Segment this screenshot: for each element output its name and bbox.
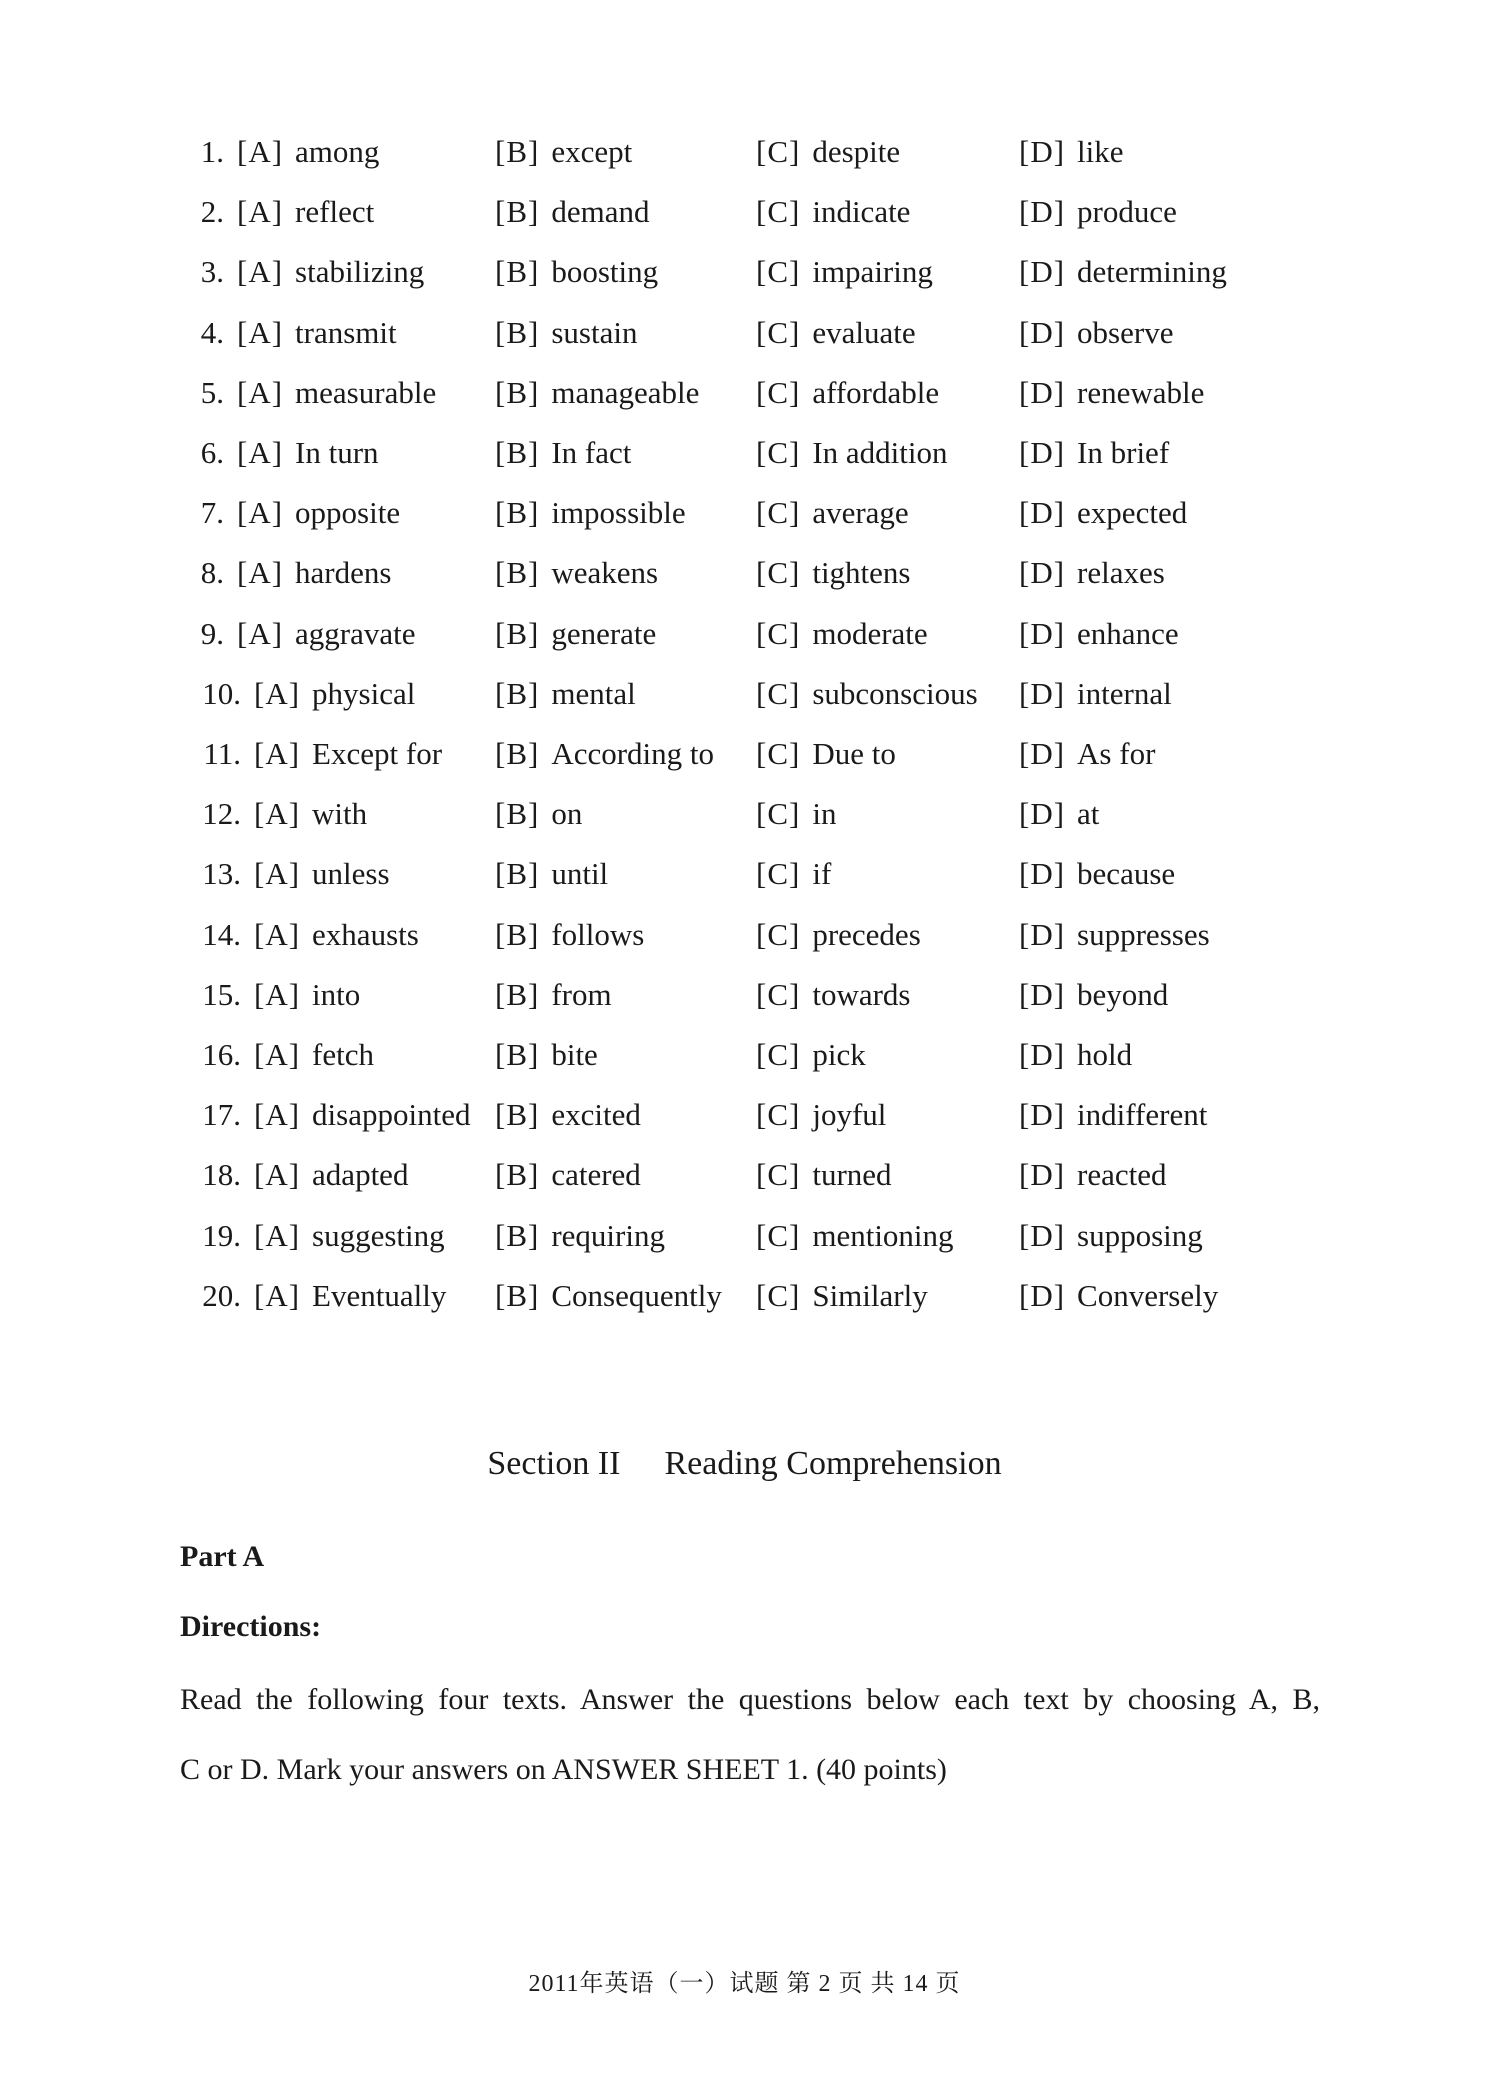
option-b (495, 1211, 665, 1261)
option-letter: [D] (1019, 916, 1066, 952)
option-text: aggravate (295, 615, 416, 651)
option-text: impairing (812, 254, 933, 290)
option-d (1019, 428, 1169, 478)
question-row (0, 789, 1489, 839)
option-text: into (312, 976, 361, 1012)
option-text: until (551, 856, 609, 892)
option-text: produce (1077, 194, 1177, 230)
option-text: In brief (1077, 435, 1170, 470)
option-letter: [C] (756, 134, 801, 169)
option-text: joyful (812, 1097, 887, 1133)
option-d (1019, 187, 1177, 237)
option-text: if (812, 856, 832, 892)
option-letter: [D] (1019, 194, 1066, 230)
option-text: turned (812, 1157, 892, 1193)
option-letter: [A] (254, 1217, 301, 1253)
option-letter: [A] (254, 916, 301, 952)
option-text: measurable (295, 374, 437, 410)
option-d (1019, 488, 1187, 538)
part-label: Part A (180, 1540, 265, 1573)
option-b (495, 548, 658, 598)
question-number: 8. (200, 555, 224, 591)
option-c (756, 368, 939, 418)
option-text: suppresses (1077, 916, 1210, 952)
section-number: Section II (487, 1445, 621, 1482)
option-letter: [C] (756, 736, 801, 771)
option-c (756, 849, 831, 899)
option-d (1019, 609, 1179, 659)
option-text: indifferent (1077, 1097, 1208, 1133)
option-text: requiring (551, 1217, 665, 1253)
option-d (1019, 849, 1175, 899)
question-row (0, 849, 1489, 899)
option-letter: [A] (254, 976, 301, 1012)
question-number: 16. (202, 1037, 241, 1072)
option-text: reacted (1077, 1157, 1167, 1193)
option-text: affordable (812, 374, 940, 410)
option-letter: [D] (1019, 435, 1066, 470)
option-text: enhance (1077, 615, 1179, 651)
question-number: 6. (200, 435, 224, 470)
option-letter: [C] (756, 796, 801, 832)
question-row (0, 609, 1489, 659)
option-letter: [D] (1019, 495, 1066, 531)
option-text: suggesting (312, 1217, 445, 1253)
option-letter: [A] (254, 736, 301, 771)
option-a (254, 849, 390, 899)
question-number: 10. (202, 675, 241, 711)
question-number: 20. (202, 1277, 241, 1313)
directions-text-line-1: Read the following four texts. Answer the questions below each text by choosing A, B, (180, 1683, 1320, 1716)
option-text: at (1077, 796, 1100, 832)
option-letter: [C] (756, 976, 801, 1012)
directions-label: Directions: (180, 1610, 322, 1643)
option-text: unless (312, 856, 390, 892)
option-letter: [D] (1019, 134, 1066, 169)
option-text: reflect (295, 194, 375, 230)
option-d (1019, 548, 1165, 598)
option-letter: [A] (254, 856, 301, 892)
option-b (495, 187, 649, 237)
option-d (1019, 308, 1173, 358)
option-b (495, 729, 714, 779)
option-text: tightens (812, 555, 911, 591)
option-text: catered (551, 1157, 641, 1193)
option-letter: [B] (495, 254, 540, 290)
option-letter: [D] (1019, 1217, 1066, 1253)
option-text: generate (551, 615, 657, 651)
option-letter: [B] (495, 675, 540, 711)
option-text: hardens (295, 555, 392, 591)
option-text: with (312, 796, 368, 832)
option-text: because (1077, 856, 1176, 892)
question-number: 4. (200, 314, 224, 350)
option-d (1019, 910, 1210, 960)
question-row (0, 1090, 1489, 1140)
question-row (0, 910, 1489, 960)
question-row (0, 187, 1489, 237)
option-b (495, 488, 686, 538)
option-letter: [C] (756, 1217, 801, 1253)
section-name: Reading Comprehension (664, 1445, 1002, 1482)
option-letter: [C] (756, 916, 801, 952)
option-text: exhausts (312, 916, 419, 952)
option-letter: [D] (1019, 254, 1066, 290)
option-text: adapted (312, 1157, 409, 1193)
option-text: relaxes (1077, 555, 1165, 591)
option-letter: [C] (756, 675, 801, 711)
option-letter: [D] (1019, 976, 1066, 1012)
option-letter: [C] (756, 1157, 801, 1193)
option-c (756, 910, 921, 960)
question-number: 7. (200, 495, 224, 531)
option-text: fetch (312, 1037, 375, 1072)
option-text: weakens (551, 555, 659, 591)
question-number: 3. (200, 254, 224, 290)
option-c (756, 1150, 892, 1200)
option-text: Conversely (1077, 1277, 1219, 1313)
option-letter: [C] (756, 374, 801, 410)
option-a (237, 548, 391, 598)
option-a (254, 970, 360, 1020)
option-text: pick (812, 1037, 866, 1072)
option-text: opposite (295, 495, 401, 531)
option-c (756, 1271, 928, 1321)
option-b (495, 1150, 641, 1200)
option-text: supposing (1077, 1217, 1203, 1253)
option-letter: [D] (1019, 796, 1066, 832)
option-a (237, 609, 416, 659)
option-text: stabilizing (295, 254, 425, 290)
option-letter: [B] (495, 916, 540, 952)
option-letter: [B] (495, 976, 540, 1012)
option-b (495, 368, 699, 418)
option-text: towards (812, 976, 911, 1012)
question-number: 12. (202, 796, 241, 832)
option-letter: [B] (495, 134, 540, 169)
option-c (756, 428, 948, 478)
option-letter: [B] (495, 314, 540, 350)
option-letter: [B] (495, 555, 540, 591)
option-letter: [A] (254, 675, 301, 711)
option-b (495, 127, 632, 177)
option-letter: [A] (237, 555, 284, 591)
question-row (0, 308, 1489, 358)
option-letter: [C] (756, 1037, 801, 1072)
option-text: despite (812, 134, 901, 169)
question-row (0, 669, 1489, 719)
option-text: boosting (551, 254, 659, 290)
option-c (756, 247, 933, 297)
option-letter: [B] (495, 615, 540, 651)
option-letter: [A] (254, 1097, 301, 1133)
question-number: 17. (202, 1097, 241, 1133)
option-c (756, 729, 896, 779)
option-a (237, 488, 400, 538)
option-letter: [C] (756, 555, 801, 591)
question-number: 1. (200, 134, 224, 169)
option-a (237, 127, 379, 177)
page-footer: 2011年英语（一）试题 第 2 页 共 14 页 (528, 1971, 961, 1997)
option-letter: [B] (495, 435, 540, 470)
option-letter: [D] (1019, 1097, 1066, 1133)
option-letter: [B] (495, 1037, 540, 1072)
question-number: 5. (200, 374, 224, 410)
option-a (254, 1211, 445, 1261)
option-text: follows (551, 916, 645, 952)
option-letter: [D] (1019, 374, 1066, 410)
option-text: moderate (812, 615, 928, 651)
option-letter: [C] (756, 495, 801, 531)
option-d (1019, 247, 1227, 297)
option-letter: [C] (756, 435, 801, 470)
section-title (0, 1445, 1489, 1483)
option-a (254, 1271, 446, 1321)
option-letter: [B] (495, 1217, 540, 1253)
option-a (237, 187, 374, 237)
option-letter: [A] (237, 495, 284, 531)
question-row (0, 729, 1489, 779)
option-letter: [D] (1019, 314, 1066, 350)
question-number: 18. (202, 1157, 241, 1193)
question-row (0, 368, 1489, 418)
option-text: subconscious (812, 675, 978, 711)
question-number: 15. (202, 976, 241, 1012)
option-text: average (812, 495, 909, 531)
option-letter: [C] (756, 314, 801, 350)
option-text: Consequently (551, 1277, 722, 1313)
option-letter: [A] (237, 314, 284, 350)
option-c (756, 1030, 866, 1080)
option-c (756, 187, 910, 237)
option-b (495, 609, 656, 659)
question-row (0, 1211, 1489, 1261)
option-b (495, 308, 637, 358)
option-text: Except for (312, 736, 443, 771)
option-text: hold (1077, 1037, 1133, 1072)
option-b (495, 849, 608, 899)
option-text: Eventually (312, 1277, 447, 1313)
option-c (756, 488, 909, 538)
question-row (0, 1271, 1489, 1321)
option-c (756, 127, 900, 177)
question-number: 19. (202, 1217, 241, 1253)
option-text: bite (551, 1037, 598, 1072)
option-letter: [A] (254, 1277, 301, 1313)
option-d (1019, 1030, 1132, 1080)
option-b (495, 1271, 722, 1321)
option-letter: [D] (1019, 1157, 1066, 1193)
option-text: manageable (551, 374, 700, 410)
option-text: Due to (812, 736, 896, 771)
option-letter: [B] (495, 194, 540, 230)
question-row (0, 970, 1489, 1020)
option-d (1019, 970, 1168, 1020)
option-text: In turn (295, 435, 379, 470)
option-a (254, 669, 415, 719)
question-number: 14. (202, 916, 241, 952)
option-b (495, 910, 644, 960)
option-letter: [B] (495, 495, 540, 531)
option-text: excited (551, 1097, 641, 1133)
option-a (254, 1030, 374, 1080)
option-d (1019, 1271, 1218, 1321)
option-letter: [D] (1019, 856, 1066, 892)
option-letter: [A] (237, 254, 284, 290)
option-text: like (1077, 134, 1124, 169)
directions-text-line-2: C or D. Mark your answers on ANSWER SHEET 1. (40 points) (180, 1753, 947, 1786)
option-text: indicate (812, 194, 911, 230)
question-number: 9. (200, 615, 224, 651)
option-letter: [A] (237, 134, 284, 169)
option-c (756, 1090, 886, 1140)
option-text: evaluate (812, 314, 916, 350)
option-text: sustain (551, 314, 638, 350)
option-letter: [B] (495, 856, 540, 892)
option-letter: [D] (1019, 675, 1066, 711)
option-text: Similarly (812, 1277, 928, 1313)
option-c (756, 609, 928, 659)
option-a (254, 789, 367, 839)
option-text: mental (551, 675, 636, 711)
option-letter: [B] (495, 1277, 540, 1313)
option-b (495, 428, 631, 478)
option-b (495, 789, 582, 839)
option-text: impossible (551, 495, 686, 531)
option-text: In addition (812, 435, 948, 470)
question-row (0, 127, 1489, 177)
option-letter: [C] (756, 1097, 801, 1133)
option-c (756, 970, 910, 1020)
option-text: on (551, 796, 583, 832)
option-letter: [A] (237, 435, 284, 470)
question-row (0, 488, 1489, 538)
option-text: demand (551, 194, 650, 230)
option-letter: [D] (1019, 615, 1066, 651)
option-a (237, 368, 436, 418)
option-d (1019, 789, 1099, 839)
option-letter: [D] (1019, 736, 1066, 771)
question-row (0, 548, 1489, 598)
question-row (0, 428, 1489, 478)
option-text: transmit (295, 314, 397, 350)
option-letter: [B] (495, 374, 540, 410)
option-letter: [A] (254, 1037, 301, 1072)
option-b (495, 669, 636, 719)
option-text: expected (1077, 495, 1188, 531)
option-letter: [C] (756, 615, 801, 651)
question-row (0, 247, 1489, 297)
option-letter: [A] (254, 796, 301, 832)
option-letter: [B] (495, 736, 540, 771)
option-text: in (812, 796, 837, 832)
option-letter: [A] (254, 1157, 301, 1193)
option-letter: [C] (756, 856, 801, 892)
option-c (756, 669, 978, 719)
option-text: renewable (1077, 374, 1205, 410)
option-letter: [B] (495, 1157, 540, 1193)
option-d (1019, 1150, 1167, 1200)
option-a (237, 428, 379, 478)
option-b (495, 970, 612, 1020)
option-a (254, 1150, 408, 1200)
option-letter: [A] (237, 194, 284, 230)
option-c (756, 1211, 954, 1261)
option-text: According to (551, 736, 715, 771)
option-text: precedes (812, 916, 921, 952)
option-letter: [C] (756, 254, 801, 290)
option-text: physical (312, 675, 416, 711)
option-b (495, 247, 658, 297)
option-text: beyond (1077, 976, 1169, 1012)
option-d (1019, 729, 1155, 779)
option-letter: [A] (237, 374, 284, 410)
question-number: 2. (200, 194, 224, 230)
option-letter: [B] (495, 1097, 540, 1133)
question-number: 13. (202, 856, 241, 892)
option-text: In fact (551, 435, 632, 470)
option-text: internal (1077, 675, 1172, 711)
option-letter: [C] (756, 1277, 801, 1313)
option-letter: [C] (756, 194, 801, 230)
option-a (254, 910, 419, 960)
option-letter: [D] (1019, 555, 1066, 591)
option-a (254, 1090, 470, 1140)
option-letter: [B] (495, 796, 540, 832)
option-c (756, 789, 836, 839)
option-a (237, 308, 397, 358)
option-text: determining (1077, 254, 1227, 290)
option-text: except (551, 134, 633, 169)
option-c (756, 548, 911, 598)
question-number: 11. (203, 736, 241, 771)
option-text: As for (1077, 736, 1156, 771)
option-letter: [D] (1019, 1277, 1066, 1313)
option-text: observe (1077, 314, 1174, 350)
option-letter: [D] (1019, 1037, 1066, 1072)
option-b (495, 1090, 641, 1140)
option-letter: [A] (237, 615, 284, 651)
option-d (1019, 368, 1204, 418)
option-a (237, 247, 424, 297)
option-d (1019, 1090, 1207, 1140)
option-d (1019, 1211, 1203, 1261)
option-a (254, 729, 442, 779)
option-text: mentioning (812, 1217, 954, 1253)
question-row (0, 1030, 1489, 1080)
option-text: among (295, 134, 380, 169)
option-b (495, 1030, 598, 1080)
question-row (0, 1150, 1489, 1200)
option-text: from (551, 976, 612, 1012)
option-d (1019, 669, 1172, 719)
option-text: disappointed (312, 1097, 471, 1133)
option-c (756, 308, 916, 358)
option-d (1019, 127, 1124, 177)
